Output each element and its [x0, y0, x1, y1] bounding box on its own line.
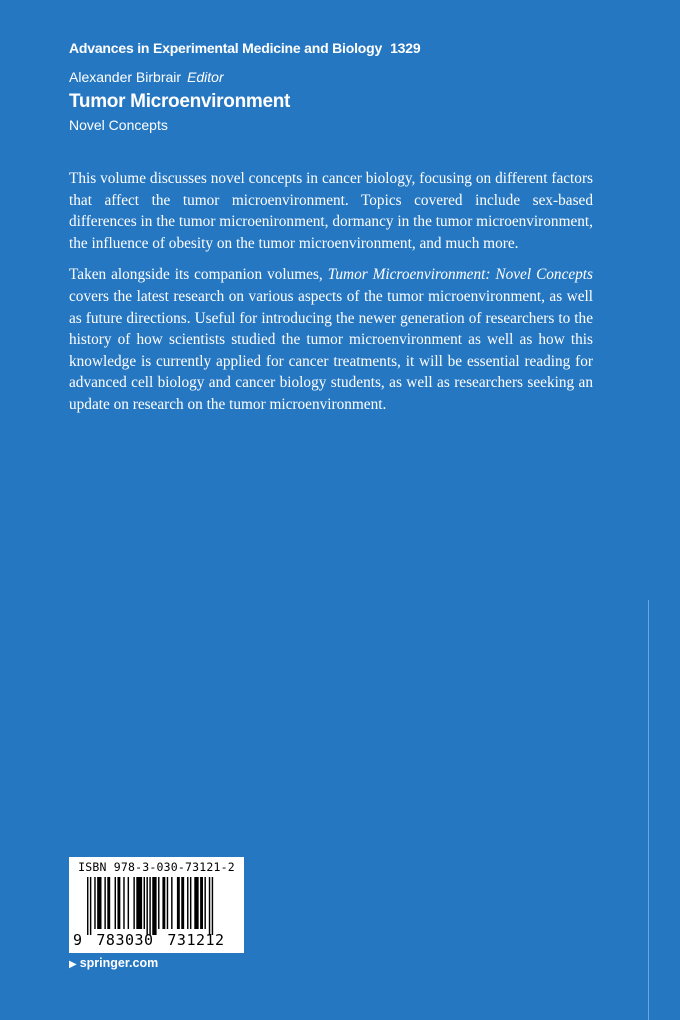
- publisher-link[interactable]: [69, 956, 158, 970]
- ean-lead-digit: 9: [73, 931, 83, 949]
- ean-digits-left: 783030: [96, 931, 154, 949]
- triangle-right-icon: ▶: [69, 959, 77, 970]
- book-subtitle: Novel Concepts: [69, 117, 168, 133]
- isbn-label: ISBN 978-3-030-73121-2: [78, 860, 235, 874]
- publisher-url: springer.com: [79, 956, 159, 970]
- ean-digits-right: 731212: [167, 931, 225, 949]
- editor-name: Alexander Birbrair: [69, 69, 182, 85]
- series-name: Advances in Experimental Medicine and Biology: [69, 40, 383, 56]
- blurb-paragraph-2-start: Taken alongside its companion volumes,: [69, 266, 328, 284]
- cover-fold-line: [648, 600, 649, 1020]
- blurb-paragraph-2-end: covers the latest research on various aspects of the tumor microenvironment, as well as future directions. Useful for introducing the newer generation of researchers to the history of how scientists studied the tumor microenvironment as well as how this knowledge is currently applied for cancer treatments, it will be essential reading for advanced cell biology and cancer biology students, as well as researchers seeking an update on research on the tumor microenvironment.: [69, 287, 593, 413]
- barcode-icon: [87, 877, 227, 935]
- companion-volume-title: Tumor Microenvironment: Novel Concepts: [327, 266, 593, 284]
- blurb: [69, 168, 593, 426]
- series-number: 1329: [390, 40, 421, 56]
- blurb-paragraph-2: [69, 264, 593, 415]
- series-line: [69, 40, 420, 56]
- book-title: Tumor Microenvironment: [69, 91, 291, 112]
- barcode-box: [69, 857, 244, 953]
- editor-line: [69, 69, 224, 85]
- editor-role: Editor: [187, 69, 224, 85]
- blurb-paragraph-1: This volume discusses novel concepts in cancer biology, focusing on different factors that affect the tumor microenvironment. Topics covered include sex-based differences in the tumor microenironment, dormancy in the tumor microenvironment, the influence of obesity on the tumor microenvironment, and much more.: [69, 170, 593, 252]
